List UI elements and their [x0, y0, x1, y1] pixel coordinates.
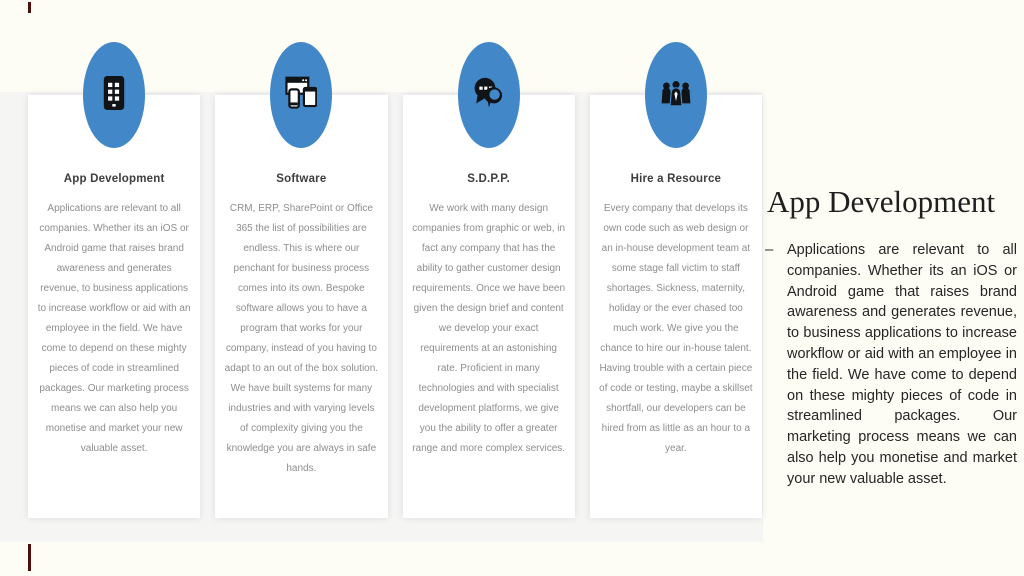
card-badge — [270, 42, 332, 148]
card-badge — [645, 42, 707, 148]
service-cards — [28, 95, 762, 518]
card-badge — [458, 42, 520, 148]
card-title: Software — [276, 173, 327, 185]
detail-paragraph — [765, 240, 1017, 490]
card-badge — [83, 42, 145, 148]
left-edge-decoration-top — [28, 2, 31, 13]
card-app-development — [28, 95, 200, 518]
card-hire-a-resource — [590, 95, 762, 518]
card-sdpp — [403, 95, 575, 518]
card-software — [215, 95, 387, 518]
card-body: Applications are relevant to all companies. Whether its an iOS or Android game that raises brand awareness and generates revenue, to business applications to increase workflow or aid with an employee in the field. We have come to depend on these mighty pieces of code in streamlined packages. Our marketing process means we can also help you monetise and market your new valuable asset. — [37, 203, 191, 454]
detail-section — [765, 182, 1017, 490]
detail-title: App Development — [767, 184, 996, 219]
card-title: Hire a Resource — [630, 173, 722, 185]
team-icon — [660, 76, 692, 115]
card-title: S.D.P.P. — [467, 173, 510, 185]
detail-body-text: Applications are relevant to all companies. Whether its an iOS or Android game that raises brand awareness and generates revenue, to business applications to increase workflow or aid with an employee in the field. We have come to depend on these mighty pieces of code in streamlined packages. Our marketing process means we can also help you monetise and market your new valuable asset. — [787, 242, 1017, 487]
mobile-phone-icon — [98, 76, 130, 115]
dash-bullet: – — [765, 241, 774, 258]
card-title: App Development — [63, 173, 165, 185]
card-body: Every company that develops its own code such as web design or an in-house development team at some stage fall victim to staff shortages. Sickness, maternity, holiday or the ever chased too much work. We give you the chance to hire our in-house talent. Having trouble with a certain piece of code or testing, maybe a skillset shortfall, our developers can be hired from as little as an hour to a year. — [599, 203, 753, 454]
left-edge-decoration-bottom — [28, 544, 31, 571]
chat-bubbles-icon — [473, 76, 505, 115]
card-body: We work with many design companies from graphic or web, in fact any company that has the ability to gather customer design requirements. Once we have been given the design brief and content we develop your exact requirements at an astonishing rate. Proficient in many technologies and with specialist development platforms, we give you the ability to offer a greater range and more complex services. — [412, 203, 566, 454]
devices-icon — [285, 76, 317, 115]
card-body: CRM, ERP, SharePoint or Office 365 the list of possibilities are endless. This is where our penchant for business process comes into its own. Bespoke software allows you to have a program that works for your company, instead of you having to adapt to an out of the box solution. We have built systems for many industries and with varying levels of complexity giving you the knowledge you are always in safe hands. — [224, 203, 379, 474]
